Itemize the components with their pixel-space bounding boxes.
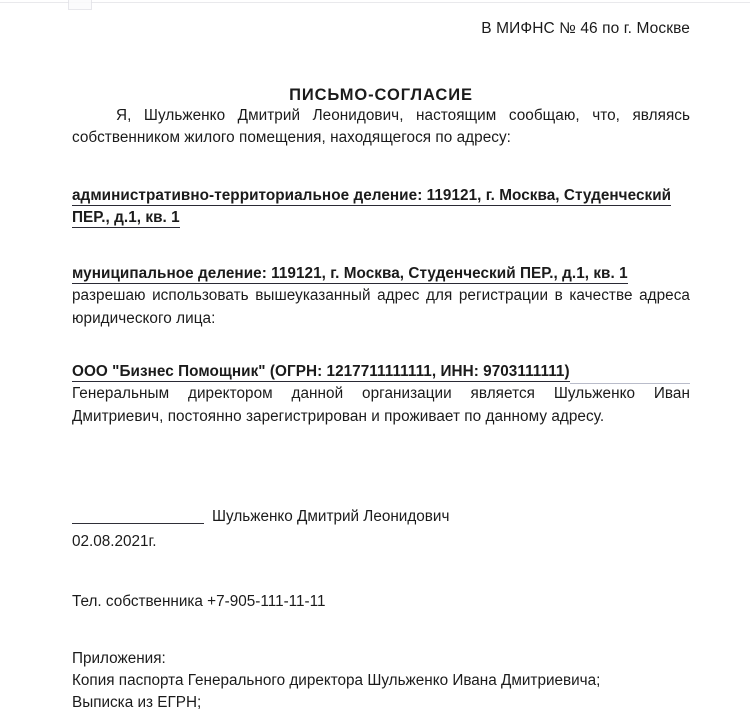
administrative-division-line	[72, 185, 690, 230]
organization-tail-rule	[570, 383, 690, 384]
organization-block	[72, 361, 690, 383]
permission-paragraph: разрешаю использовать вышеуказанный адрес для регистрации в качестве адреса юридического лица:	[72, 287, 690, 327]
owner-phone: Тел. собственника +7-905-111-11-11	[72, 592, 326, 610]
attachments-heading: Приложения:	[72, 649, 166, 667]
page-title: ПИСЬМО-СОГЛАСИЕ	[289, 85, 473, 104]
organization-line	[72, 361, 690, 383]
director-paragraph: Генеральным директором данной организации является Шульженко Иван Дмитриевич, постоянно зарегистрирован и проживает по данному адресу.	[72, 385, 690, 425]
intro-paragraph: Я, Шульженко Дмитрий Леонидович, настоящим сообщаю, что, являясь собственником жилого помещения, находящегося по адресу:	[72, 106, 690, 147]
attachment-item: Выписка из ЕГРН;	[72, 694, 202, 712]
signature-blank-line	[72, 523, 204, 524]
administrative-division-block	[72, 185, 690, 230]
document-body	[72, 0, 690, 714]
signer-name: Шульженко Дмитрий Леонидович	[212, 508, 450, 526]
attachment-item: Копия паспорта Генерального директора Шульженко Ивана Дмитриевича;	[72, 672, 601, 690]
signature-row	[72, 506, 690, 528]
municipal-division-block	[72, 263, 690, 285]
municipal-division-text: муниципальное деление: 119121, г. Москва, Студенческий ПЕР., д.1, кв. 1	[72, 264, 628, 282]
addressee-line: В МИФНС № 46 по г. Москве	[481, 20, 690, 37]
administrative-division-text: административно-территориальное деление: 119121, г. Москва, Студенческий ПЕР., д.1, кв. 1	[72, 186, 672, 227]
attachments-section	[72, 648, 690, 715]
organization-text: ООО "Бизнес Помощник" (ОГРН: 1217711111111, ИНН: 9703111111)	[72, 362, 570, 380]
municipal-division-line	[72, 263, 690, 285]
signature-date: 02.08.2021г.	[72, 532, 157, 550]
signature-zone	[72, 506, 690, 552]
